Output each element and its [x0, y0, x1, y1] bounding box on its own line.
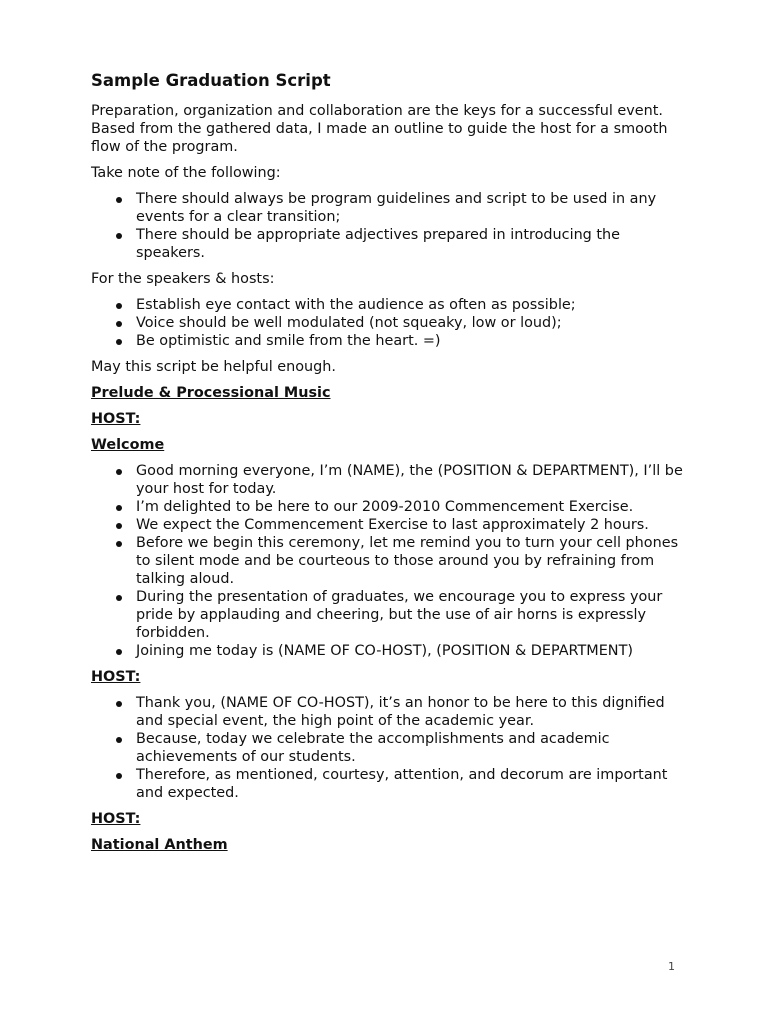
intro-paragraph: Preparation, organization and collaboration are the keys for a successful event. Based from the gathered data, I made an outline to guide the host for a smooth flow of the program.	[91, 103, 668, 155]
list-item-text: I’m delighted to be here to our 2009-2010 Commencement Exercise.	[136, 499, 634, 515]
cohost-list	[91, 694, 691, 802]
closing-paragraph: May this script be helpful enough.	[91, 359, 336, 375]
list-item	[91, 694, 691, 730]
notes-list	[91, 190, 691, 262]
list-item-text: We expect the Commencement Exercise to last approximately 2 hours.	[136, 517, 649, 533]
bullet-icon	[116, 649, 122, 655]
note-label: Take note of the following:	[91, 165, 281, 181]
bullet-icon	[116, 701, 122, 707]
list-item-text: There should be appropriate adjectives prepared in introducing the speakers.	[136, 227, 621, 261]
list-item-text: Therefore, as mentioned, courtesy, attention, and decorum are important and expected.	[136, 767, 668, 801]
bullet-icon	[116, 541, 122, 547]
list-item-text: Before we begin this ceremony, let me remind you to turn your cell phones to silent mode and be courteous to those around you by refraining from talking aloud.	[136, 535, 679, 587]
anthem-heading: National Anthem	[91, 837, 228, 853]
prelude-heading: Prelude & Processional Music	[91, 385, 331, 401]
document-title: Sample Graduation Script	[91, 71, 331, 90]
welcome-list	[91, 462, 691, 660]
bullet-icon	[116, 303, 122, 309]
list-item-text: Joining me today is (NAME OF CO-HOST), (POSITION & DEPARTMENT)	[136, 643, 633, 659]
bullet-icon	[116, 339, 122, 345]
list-item	[91, 462, 691, 498]
document-page	[91, 70, 691, 862]
bullet-icon	[116, 505, 122, 511]
list-item	[91, 226, 691, 262]
host-label: HOST:	[91, 669, 141, 685]
bullet-icon	[116, 737, 122, 743]
bullet-icon	[116, 469, 122, 475]
list-item	[91, 190, 691, 226]
list-item	[91, 588, 691, 642]
list-item	[91, 296, 691, 314]
list-item	[91, 498, 691, 516]
list-item	[91, 766, 691, 802]
list-item-text: Establish eye contact with the audience as often as possible;	[136, 297, 576, 313]
speaker-tips-list	[91, 296, 691, 350]
bullet-icon	[116, 233, 122, 239]
list-item-text: There should always be program guidelines and script to be used in any events for a clear transition;	[136, 191, 657, 225]
list-item-text: Thank you, (NAME OF CO-HOST), it’s an honor to be here to this dignified and special event, the high point of the academic year.	[136, 695, 665, 729]
bullet-icon	[116, 595, 122, 601]
list-item-text: Because, today we celebrate the accomplishments and academic achievements of our students.	[136, 731, 610, 765]
bullet-icon	[116, 197, 122, 203]
list-item	[91, 516, 691, 534]
bullet-icon	[116, 321, 122, 327]
host-label: HOST:	[91, 811, 141, 827]
page-number: 1	[668, 960, 675, 973]
list-item	[91, 730, 691, 766]
list-item	[91, 534, 691, 588]
bullet-icon	[116, 773, 122, 779]
bullet-icon	[116, 523, 122, 529]
list-item-text: Good morning everyone, I’m (NAME), the (POSITION & DEPARTMENT), I’ll be your host for today.	[136, 463, 683, 497]
list-item-text: During the presentation of graduates, we encourage you to express your pride by applauding and cheering, but the use of air horns is expressly forbidden.	[136, 589, 663, 641]
list-item	[91, 332, 691, 350]
list-item-text: Be optimistic and smile from the heart. =)	[136, 333, 441, 349]
speakers-label: For the speakers & hosts:	[91, 271, 275, 287]
list-item-text: Voice should be well modulated (not squeaky, low or loud);	[136, 315, 562, 331]
welcome-heading: Welcome	[91, 437, 165, 453]
list-item	[91, 314, 691, 332]
host-label: HOST:	[91, 411, 141, 427]
list-item	[91, 642, 691, 660]
